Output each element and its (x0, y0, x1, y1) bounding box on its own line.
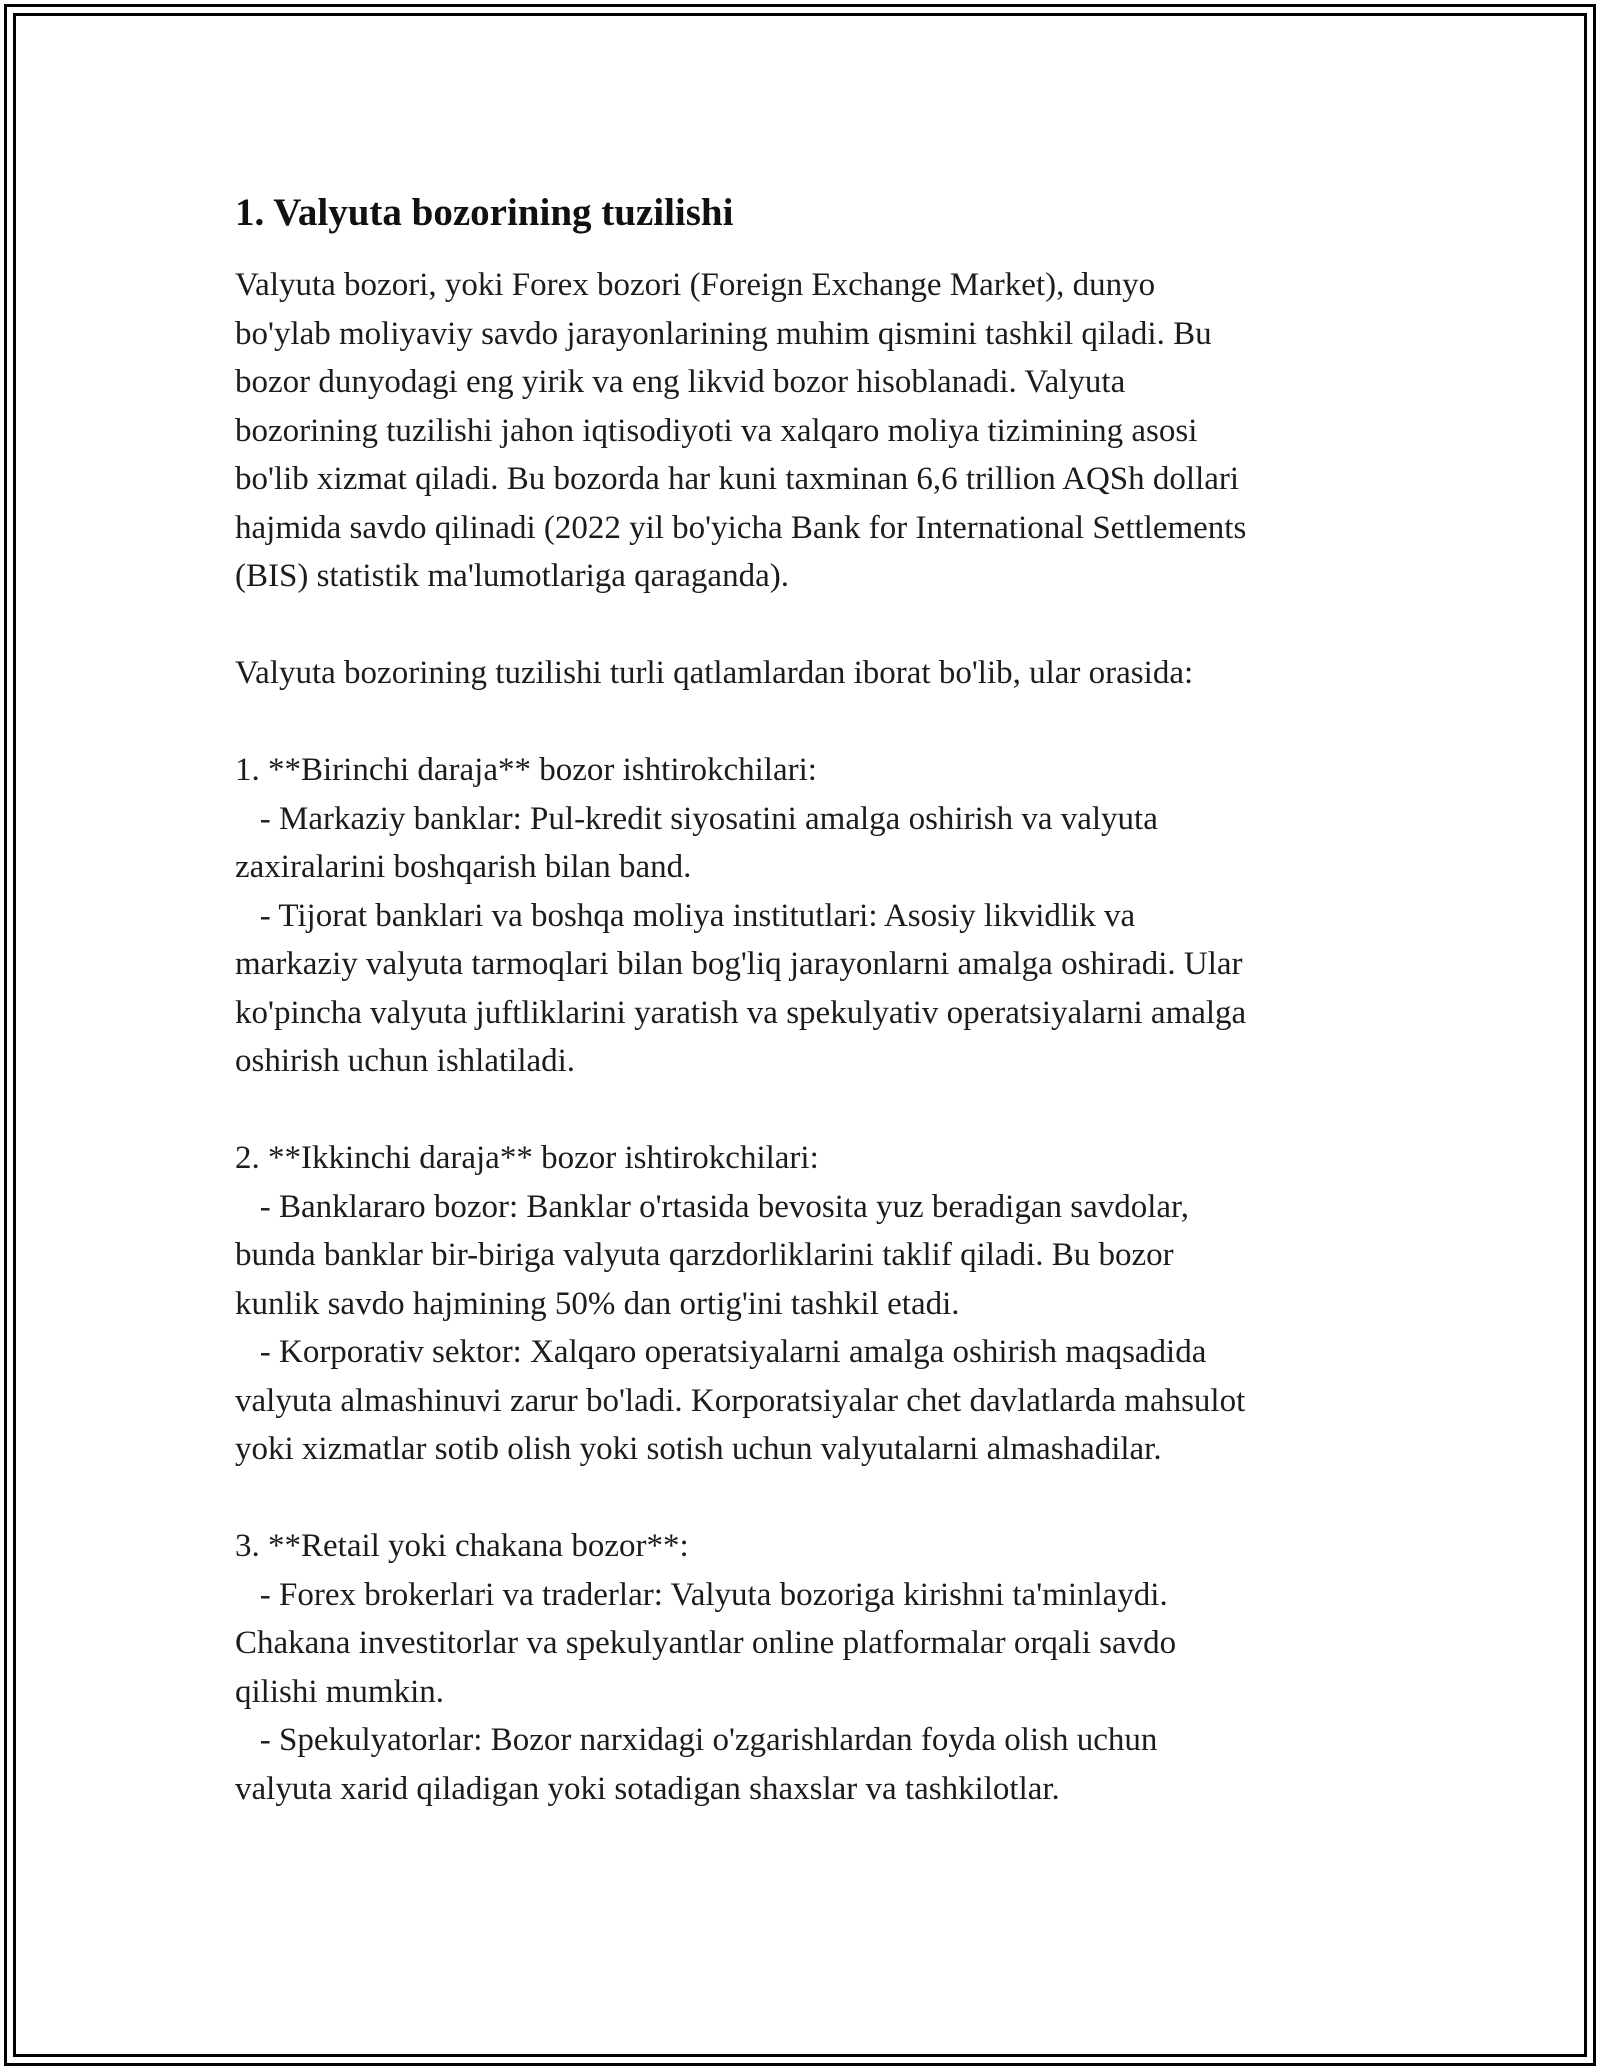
level-1-participants: 1. **Birinchi daraja** bozor ishtirokchilari: - Markaziy banklar: Pul-kredit siyosatini amalga oshirish va valyuta zaxiralarini boshqarish bilan band. - Tijorat banklari va boshqa moliya institutlari: Asosiy likvidlik va markaziy valyuta tarmoqlari bilan bog'liq jarayonlarni amalga oshiradi. Ular ko'pincha valyuta juftliklarini yaratish va spekulyativ operatsiyalarni amalga oshirish uchun ishlatiladi. (235, 752, 1247, 1079)
paragraph-spacer (235, 698, 1385, 747)
level-2-participants: 2. **Ikkinchi daraja** bozor ishtirokchilari: - Banklararo bozor: Banklar o'rtasida bevosita yuz beradigan savdolar, bunda banklar bir-biriga valyuta qarzdorliklarini taklif qiladi. Bu bozor kunlik savdo hajmining 50% dan ortig'ini tashkil etadi. - Korporativ sektor: Xalqaro operatsiyalarni amalga oshirish maqsadida valyuta almashinuvi zarur bo'ladi. Korporatsiyalar chet davlatlarda mahsulot yoki xizmatlar sotib olish yoki sotish uchun valyutalarni almashadilar. (235, 1140, 1246, 1467)
structure-intro-paragraph: Valyuta bozorining tuzilishi turli qatlamlardan iborat bo'lib, ular orasida: (235, 655, 1194, 691)
paragraph-spacer (235, 601, 1385, 650)
section-heading: 1. Valyuta bozorining tuzilishi (235, 191, 734, 234)
level-3-retail-market: 3. **Retail yoki chakana bozor**: - Forex brokerlari va traderlar: Valyuta bozoriga kirishni ta'minlaydi. Chakana investitorlar va spekulyantlar online platformalar orqali savdo qilishi mumkin. - Spekulyatorlar: Bozor narxidagi o'zgarishlardan foyda olish uchun valyuta xarid qiladigan yoki sotadigan shaxslar va tashkilotlar. (235, 1528, 1177, 1807)
intro-paragraph: Valyuta bozori, yoki Forex bozori (Foreign Exchange Market), dunyo bo'ylab moliyaviy savdo jarayonlarining muhim qismini tashkil qiladi. Bu bozor dunyodagi eng yirik va eng likvid bozor hisoblanadi. Valyuta bozorining tuzilishi jahon iqtisodiyoti va xalqaro moliya tizimining asosi bo'lib xizmat qiladi. Bu bozorda har kuni taxminan 6,6 trillion AQSh dollari hajmida savdo qilinadi (2022 yil bo'yicha Bank for International Settlements (BIS) statistik ma'lumotlariga qaraganda). (235, 267, 1247, 594)
document-body (235, 188, 1385, 1813)
paragraph-spacer (235, 1474, 1385, 1523)
paragraph-spacer (235, 1086, 1385, 1135)
